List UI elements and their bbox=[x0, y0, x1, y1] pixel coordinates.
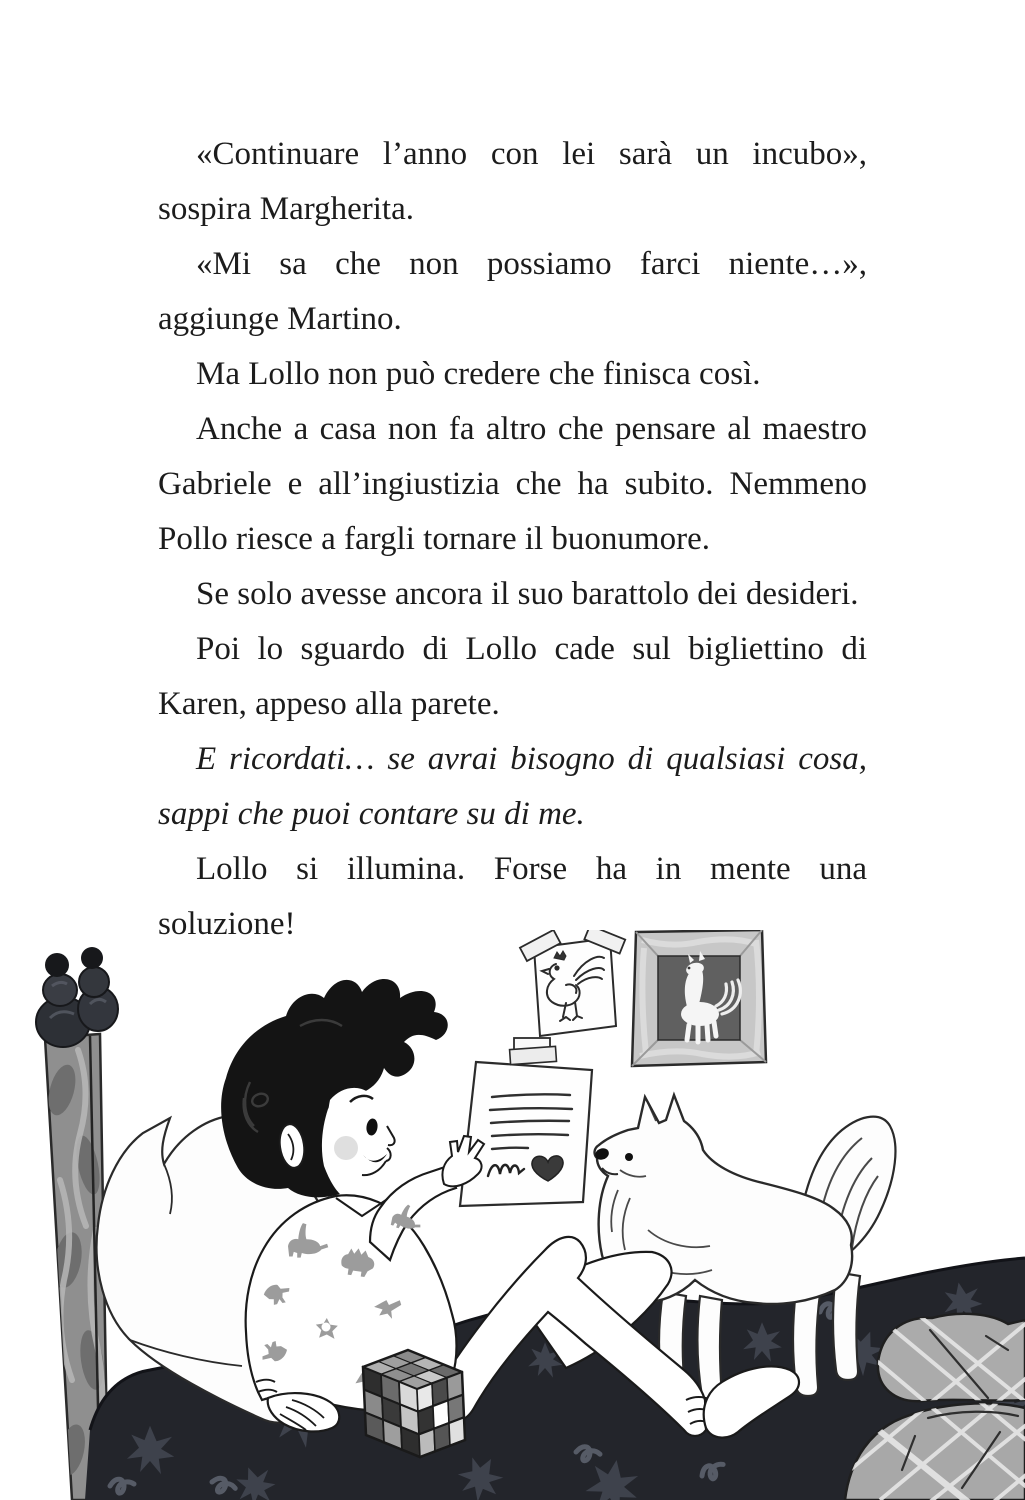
rubiks-cube bbox=[363, 1350, 465, 1457]
framed-llama-picture bbox=[632, 930, 766, 1066]
paragraph-note-quote: E ricordati… se avrai bisogno di qualsiasi cosa, sappi che puoi contare su di me. bbox=[158, 741, 867, 832]
story-text bbox=[158, 127, 867, 952]
paragraph-wish-jar: Se solo avesse ancora il suo barattolo dei desideri. bbox=[196, 576, 859, 612]
illustration bbox=[0, 930, 1025, 1500]
bedpost-finial bbox=[36, 947, 118, 1047]
paragraph-dialogue-martino: «Mi sa che non possiamo farci niente…», aggiunge Martino. bbox=[158, 246, 867, 337]
letter-with-heart bbox=[442, 1038, 592, 1206]
rooster-drawing bbox=[520, 930, 625, 1036]
paragraph-karen-note: Poi lo sguardo di Lollo cade sul bigliettino di Karen, appeso alla parete. bbox=[158, 631, 867, 722]
dog-eye bbox=[625, 1153, 633, 1161]
boy-blush bbox=[334, 1136, 358, 1160]
paragraph-lollo-disbelief: Ma Lollo non può credere che finisca così. bbox=[196, 356, 761, 392]
paragraph-thinking-of-teacher: Anche a casa non fa altro che pensare al maestro Gabriele e all’ingiustizia che ha subito. Nemmeno Pollo riesce a fargli tornare il buonumore. bbox=[158, 411, 867, 557]
tape-icon bbox=[510, 1046, 557, 1064]
paragraph-solution: Lollo si illumina. Forse ha in mente una soluzione! bbox=[158, 851, 867, 942]
paragraph-dialogue-margherita: «Continuare l’anno con lei sarà un incubo», sospira Margherita. bbox=[158, 136, 867, 227]
bedroom-scene bbox=[0, 930, 1025, 1500]
